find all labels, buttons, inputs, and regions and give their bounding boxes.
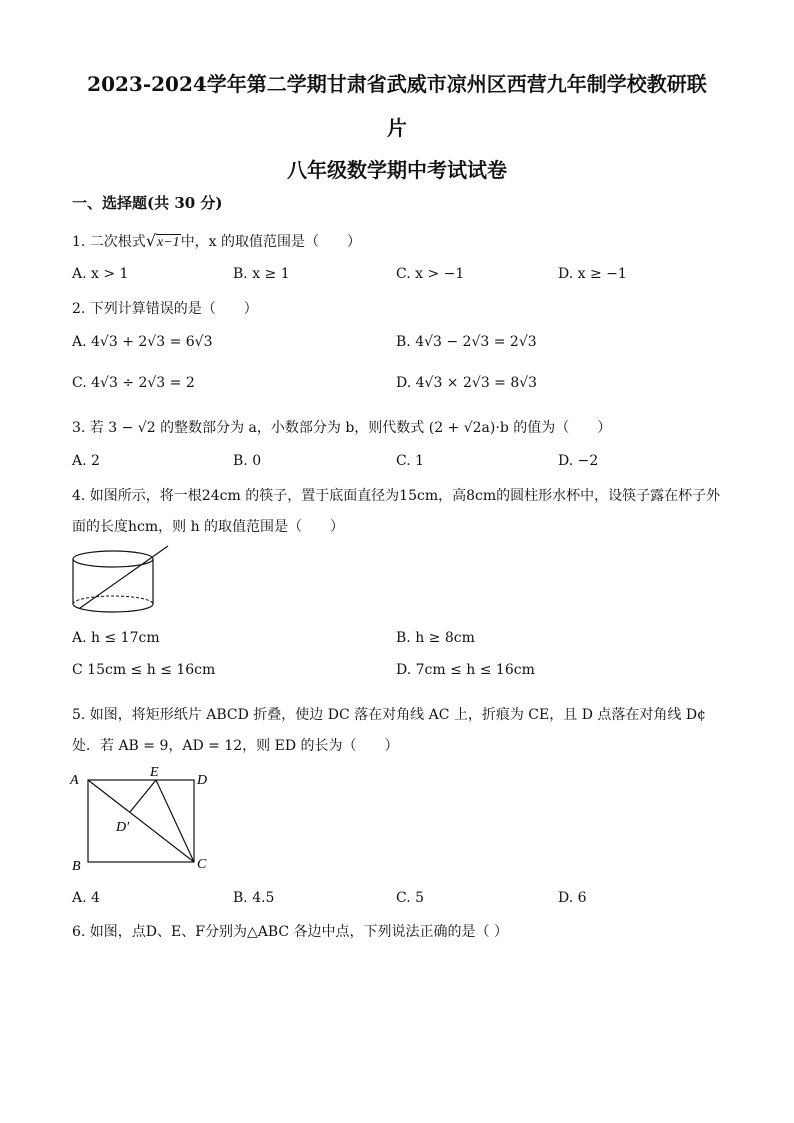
question-1-stem: 1. 二次根式√x−1中，x 的取值范围是（ ）	[72, 231, 362, 250]
q1-post: 中，x 的取值范围是（ ）	[180, 234, 362, 250]
q4-option-b[interactable]: B. h ≥ 8cm	[396, 630, 475, 646]
q5-option-a[interactable]: A. 4	[72, 890, 100, 906]
q1-option-d[interactable]: D. x ≥ −1	[558, 266, 627, 282]
question-5-line1: 5. 如图，将矩形纸片 ABCD 折叠，使边 DC 落在对角线 AC 上，折痕为 CE，且 D 点落在对角线 D¢	[72, 707, 706, 723]
rectangle-fold-figure	[66, 764, 216, 874]
q2-option-c[interactable]: C. 4√3 ÷ 2√3 = 2	[72, 375, 195, 391]
fig-label-a: A	[70, 773, 79, 788]
q4-option-c[interactable]: C 15cm ≤ h ≤ 16cm	[72, 662, 216, 678]
q4-option-d[interactable]: D. 7cm ≤ h ≤ 16cm	[396, 662, 535, 678]
question-4-line2: 面的长度hcm，则 h 的取值范围是（ ）	[72, 519, 345, 535]
section-heading: 一、选择题(共 30 分)	[72, 194, 223, 212]
question-5-line2: 处．若 AB = 9，AD = 12，则 ED 的长为（ ）	[72, 738, 399, 754]
cylinder-figure	[70, 542, 180, 618]
fig-label-c: C	[197, 857, 207, 872]
fig-label-d-prime: D′	[116, 820, 130, 835]
fig-label-e: E	[150, 765, 159, 780]
q5-option-b[interactable]: B. 4.5	[233, 890, 275, 906]
q2-option-b[interactable]: B. 4√3 − 2√3 = 2√3	[396, 334, 537, 350]
q3-option-a[interactable]: A. 2	[72, 453, 100, 469]
q1-option-a[interactable]: A. x > 1	[72, 266, 129, 282]
question-4-line1: 4. 如图所示，将一根24cm 的筷子，置于底面直径为15cm，高8cm的圆柱形水杯中，设筷子露在杯子外	[72, 488, 721, 504]
page-title-line2: 片	[387, 116, 407, 140]
q5-option-c[interactable]: C. 5	[396, 890, 425, 906]
q4-option-a[interactable]: A. h ≤ 17cm	[72, 630, 160, 646]
q1-option-c[interactable]: C. x > −1	[396, 266, 465, 282]
q2-option-d[interactable]: D. 4√3 × 2√3 = 8√3	[396, 375, 538, 391]
q1-option-b[interactable]: B. x ≥ 1	[233, 266, 290, 282]
page-subtitle: 八年级数学期中考试试卷	[287, 158, 507, 182]
fig-label-b: B	[72, 859, 81, 874]
fig-label-d: D	[197, 773, 208, 788]
question-2-stem: 2. 下列计算错误的是（ ）	[72, 301, 258, 317]
q3-option-b[interactable]: B. 0	[233, 453, 262, 469]
q3-option-d[interactable]: D. −2	[558, 453, 599, 469]
page-title-line1: 2023-2024学年第二学期甘肃省武威市凉州区西营九年制学校教研联	[87, 72, 707, 96]
question-3-stem: 3. 若 3 − √2 的整数部分为 a，小数部分为 b，则代数式 (2 + √2a)·b 的值为（ ）	[72, 420, 612, 436]
q3-option-c[interactable]: C. 1	[396, 453, 425, 469]
question-6-stem: 6. 如图，点D、E、F分别为△ABC 各边中点，下列说法正确的是（ ）	[72, 924, 509, 940]
q1-radicand: x−1	[157, 235, 180, 250]
q2-option-a[interactable]: A. 4√3 + 2√3 = 6√3	[72, 334, 213, 350]
q1-pre: 1. 二次根式	[72, 234, 146, 250]
q5-option-d[interactable]: D. 6	[558, 890, 587, 906]
